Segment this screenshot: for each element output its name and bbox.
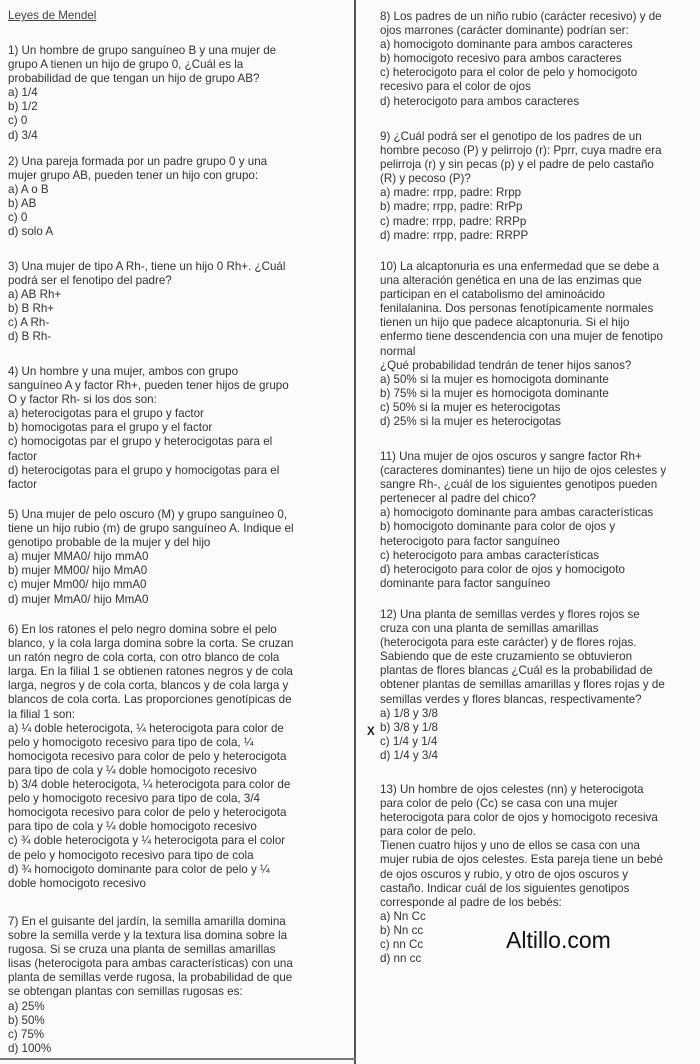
question-stem-line: 3) Una mujer de tipo A Rh-, tiene un hijo 0 Rh+. ¿Cuál: [8, 260, 286, 273]
question-stem-line: se obtengan plantas con semillas rugosas es:: [8, 985, 243, 999]
question-stem-line: un ratón negro de cola corta, con otro blanco de cola: [8, 651, 280, 665]
question-stem-line: 1) Un hombre de grupo sanguíneo B y una mujer de: [8, 44, 277, 57]
question-stem-line: ¿Qué probabilidad tendrán de tener hijos sanos?: [380, 358, 632, 372]
document-title: Leyes de Mendel: [8, 9, 97, 22]
answer-option-line: a) AB Rh+: [8, 288, 62, 302]
answer-option-line: factor: [8, 449, 37, 463]
question-stem-line: semillas verdes y flores blancas, respectivamente?: [380, 692, 642, 706]
question-stem-line: una alteración genética en una de las enzimas que: [380, 274, 642, 288]
question-7: [8, 915, 348, 1056]
answer-option-line: b) 1/2: [8, 100, 38, 114]
question-stem-line: plantas de flores blancas ¿Cuál es la probabilidad de: [380, 664, 653, 678]
question-stem-line: sanguíneo A y factor Rh+, pueden tener hijos de grupo: [8, 379, 289, 393]
answer-option-line: a) ¼ doble heterocigota, ¼ heterocigota para color de: [8, 721, 284, 735]
question-11: [380, 450, 698, 591]
answer-option-line: b) Nn cc: [380, 923, 424, 937]
question-stem-line: 10) La alcaptonuria es una enfermedad que se debe a: [380, 260, 660, 273]
answer-option-line: c) madre: rrpp, padre: RRPp: [380, 214, 527, 228]
answer-option-line: c) A Rh-: [8, 316, 50, 330]
question-stem-line: (heterocigota para este carácter) y de flores rojas.: [380, 636, 637, 650]
answer-option-line: para tipo de cola y ¼ doble homocigoto recesivo: [8, 763, 257, 777]
question-stem-line: pelirroja (r) y sin pecas (p) y el padre de pelo castaño: [380, 158, 654, 172]
question-stem-line: 5) Una mujer de pelo oscuro (M) y grupo sanguíneo 0,: [8, 508, 288, 521]
answer-option-line: b) 3/4 doble heterocigota, ¼ heterocigota para color de: [8, 778, 291, 792]
answer-option-line: a) homocigoto dominante para ambas características: [380, 506, 654, 520]
question-12: [380, 608, 698, 763]
answer-option-line: d) 3/4: [8, 128, 38, 142]
answer-option-line: b) 3/8 y 1/8: [380, 720, 439, 734]
question-stem-line: 12) Una planta de semillas verdes y flores rojos se: [380, 608, 640, 621]
question-stem-line: blancos de cola corta. Las proporciones genotípicas de: [8, 693, 292, 707]
answer-option-line: c) 50% si la mujer es heterocigotas: [380, 400, 561, 414]
answer-option-line: para tipo de cola y ¼ doble homocigoto recesivo: [8, 820, 257, 834]
answer-option-line: a) homocigoto dominante para ambos caracteres: [380, 38, 633, 52]
question-stem-line: sobre la semilla verde y la textura lisa domina sobre la: [8, 929, 288, 943]
answer-option-line: d) nn cc: [380, 952, 422, 966]
question-stem-line: O y factor Rh- si los dos son:: [8, 393, 157, 407]
question-stem-line: normal: [380, 344, 416, 358]
question-2: [8, 155, 348, 240]
question-stem-line: de ojos oscuros y rubio, y otro de ojos oscuros y: [380, 867, 629, 881]
question-stem-line: grupo A tienen un hijo de grupo 0, ¿Cuál es la: [8, 58, 244, 72]
answer-option-line: d) solo A: [8, 225, 54, 239]
answer-option-line: recesivo para el color de ojos: [380, 80, 531, 94]
question-stem-line: larga, negros y de cola corta, blancos y de cola larga y: [8, 679, 289, 693]
question-stem-line: pertenecer al padre del chico?: [380, 492, 536, 506]
question-stem-line: mujer grupo AB, pueden tener un hijo con grupo:: [8, 169, 259, 183]
question-10: [380, 260, 698, 429]
answer-option-line: c) ¾ doble heterocigota y ¼ heterocigota para el color: [8, 834, 286, 848]
question-stem-line: planta de semillas verde rugosa, la probabilidad de que: [8, 971, 293, 985]
question-stem-line: corresponde al padre de los bebés:: [380, 895, 562, 909]
answer-option-line: de pelo y homocigoto recesivo para tipo de cola: [8, 848, 254, 862]
answer-option-line: d) 1/4 y 3/4: [380, 748, 439, 762]
question-stem-line: 13) Un hombre de ojos celestes (nn) y heterocigota: [380, 783, 644, 796]
question-stem-line: heterocigota para color de ojos y homocigoto recesiva: [380, 811, 658, 825]
question-stem-line: (R) y pecoso (P)?: [380, 172, 471, 186]
question-stem-line: larga. En la filial 1 se obtienen ratones negros y de cola: [8, 665, 293, 679]
answer-option-line: d) heterocigoto para ambos caracteres: [380, 94, 580, 108]
question-stem-line: podrá ser el fenotipo del padre?: [8, 274, 172, 288]
question-stem-line: castaño. Indicar cuál de los siguientes genotipos: [380, 881, 630, 895]
answer-option-line: c) 0: [8, 211, 28, 225]
answer-option-line: b) madre; rrpp, padre: RrPp: [380, 200, 523, 214]
question-stem-line: fenilalanina. Dos personas fenotípicamente normales: [380, 302, 654, 316]
answer-option-line: a) Nn Cc: [380, 909, 426, 923]
question-5: [8, 508, 348, 607]
answer-option-line: d) madre: rrpp, padre: RRPP: [380, 228, 529, 242]
question-stem-line: cruza con una planta de semillas amarillas: [380, 622, 599, 636]
answer-option-line: dominante para factor sanguíneo: [380, 576, 551, 590]
bottom-rule: [0, 1058, 356, 1060]
answer-option-line: b) homocigoto recesivo para ambos caracteres: [380, 52, 622, 66]
answer-option-line: d) ¾ homocigoto dominante para color de pelo y ¼: [8, 862, 270, 876]
question-stem-line: sangre Rh-, ¿cuál de los siguientes genotipos pueden: [380, 478, 658, 492]
answer-option-line: doble homocigoto recesivo: [8, 876, 146, 890]
answer-option-line: b) 50%: [8, 1013, 45, 1027]
question-stem-line: rugosa. Si se cruza una planta de semillas amarillas: [8, 943, 276, 957]
question-stem-line: participan en el catabolismo del aminoácido: [380, 288, 605, 302]
answer-mark: X: [367, 725, 375, 738]
question-1: [8, 44, 348, 143]
answer-option-line: c) 1/4 y 1/4: [380, 734, 438, 748]
answer-option-line: a) 25%: [8, 999, 45, 1013]
question-stem-line: tiene un hijo rubio (m) de grupo sanguíneo A. Indique el: [8, 522, 294, 536]
question-stem-line: hombre pecoso (P) y pelirrojo (r): Pprr, cuya madre era: [380, 144, 662, 158]
question-stem-line: Tienen cuatro hijos y uno de ellos se casa con una: [380, 839, 640, 853]
answer-option-line: homocigota recesivo para color de pelo y heterocigota: [8, 806, 287, 820]
question-stem-line: obtener plantas de semillas amarillas y flores rojas y de: [380, 678, 665, 692]
answer-option-line: c) homocigotas par el grupo y heterocigotas para el: [8, 435, 273, 449]
question-stem-line: mujer rubia de ojos celestes. Esta pareja tiene un bebé: [380, 853, 663, 867]
answer-option-line: homocigota recesivo para color de pelo y heterocigota: [8, 749, 287, 763]
question-stem-line: 2) Una pareja formada por un padre grupo 0 y una: [8, 155, 268, 168]
answer-option-line: b) homocigoto dominante para color de ojos y: [380, 520, 616, 534]
question-stem-line: Sabiendo que de este cruzamiento se obtuvieron: [380, 650, 633, 664]
answer-option-line: b) B Rh+: [8, 302, 55, 316]
answer-option-line: a) 1/4: [8, 86, 38, 100]
answer-option-line: c) heterocigoto para ambas características: [380, 548, 600, 562]
answer-option-line: a) 1/8 y 3/8: [380, 706, 439, 720]
question-6: [8, 623, 348, 891]
question-stem-line: lisas (heterocigota para ambas características) con una: [8, 957, 293, 971]
answer-option-line: d) B Rh-: [8, 330, 52, 344]
answer-option-line: d) 25% si la mujer es heterocigotas: [380, 415, 562, 429]
answer-option-line: c) 0: [8, 114, 28, 128]
answer-option-line: factor: [8, 477, 37, 491]
question-stem-line: blanco, y la cola larga domina sobre la corta. Se cruzan: [8, 637, 294, 651]
answer-option-line: pelo y homocigoto recesivo para tipo de cola, ¼: [8, 735, 254, 749]
answer-option-line: d) 100%: [8, 1041, 52, 1055]
question-stem-line: 11) Una mujer de ojos oscuros y sangre factor Rh+: [380, 450, 642, 463]
answer-option-line: d) heterocigotas para el grupo y homocigotas para el: [8, 463, 280, 477]
answer-option-line: a) heterocigotas para el grupo y factor: [8, 407, 204, 421]
question-3: [8, 260, 348, 345]
question-stem-line: 9) ¿Cuál podrá ser el genotipo de los padres de un: [380, 130, 642, 143]
question-stem-line: genotipo probable de la mujer y del hijo: [8, 536, 211, 550]
question-stem-line: la filial 1 son:: [8, 707, 76, 721]
answer-option-line: c) nn Cc: [380, 938, 424, 952]
answer-option-line: c) heterocigoto para el color de pelo y homocigoto: [380, 66, 638, 80]
question-4: [8, 365, 348, 492]
question-stem-line: probabilidad de que tengan un hijo de grupo AB?: [8, 72, 260, 86]
question-stem-line: tienen un hijo que padece alcaptonuria. Si el hijo: [380, 316, 630, 330]
answer-option-line: heterocigoto para factor sanguíneo: [380, 534, 560, 548]
question-8: [380, 10, 698, 109]
answer-option-line: c) mujer Mm00/ hijo mmA0: [8, 578, 147, 592]
question-stem-line: 6) En los ratones el pelo negro domina sobre el pelo: [8, 623, 277, 636]
question-stem-line: enfermo tiene descendencia con una mujer de fenotipo: [380, 330, 663, 344]
answer-option-line: a) 50% si la mujer es homocigota dominante: [380, 372, 609, 386]
answer-option-line: a) madre: rrpp, padre: Rrpp: [380, 186, 522, 200]
question-stem-line: 8) Los padres de un niño rubio (carácter recesivo) y de: [380, 10, 662, 23]
answer-option-line: b) homocigotas para el grupo y el factor: [8, 421, 213, 435]
answer-option-line: d) mujer MmA0/ hijo MmA0: [8, 592, 149, 606]
question-stem-line: 4) Un hombre y una mujer, ambos con grupo: [8, 365, 239, 378]
answer-option-line: b) 75% si la mujer es homocigota dominante: [380, 386, 609, 400]
question-stem-line: (caracteres dominantes) tiene un hijo de ojos celestes y: [380, 464, 667, 478]
question-9: [380, 130, 698, 243]
answer-option-line: a) mujer MMA0/ hijo mmA0: [8, 550, 149, 564]
answer-option-line: c) 75%: [8, 1027, 45, 1041]
column-divider: [354, 0, 356, 1064]
question-stem-line: para color de pelo (Cc) se casa con una mujer: [380, 797, 618, 811]
answer-option-line: b) AB: [8, 197, 37, 211]
question-stem-line: 7) En el guisante del jardín, la semilla amarilla domina: [8, 915, 286, 928]
question-stem-line: para color de pelo.: [380, 825, 477, 839]
answer-option-line: d) heterocigoto para color de ojos y homocigoto: [380, 562, 625, 576]
question-stem-line: ojos marrones (carácter dominante) podrían ser:: [380, 24, 629, 38]
answer-option-line: pelo y homocigoto recesivo para tipo de cola, 3/4: [8, 792, 260, 806]
answer-option-line: a) A o B: [8, 183, 49, 197]
answer-option-line: b) mujer MM00/ hijo MmA0: [8, 564, 148, 578]
watermark: Altillo.com: [506, 927, 611, 953]
